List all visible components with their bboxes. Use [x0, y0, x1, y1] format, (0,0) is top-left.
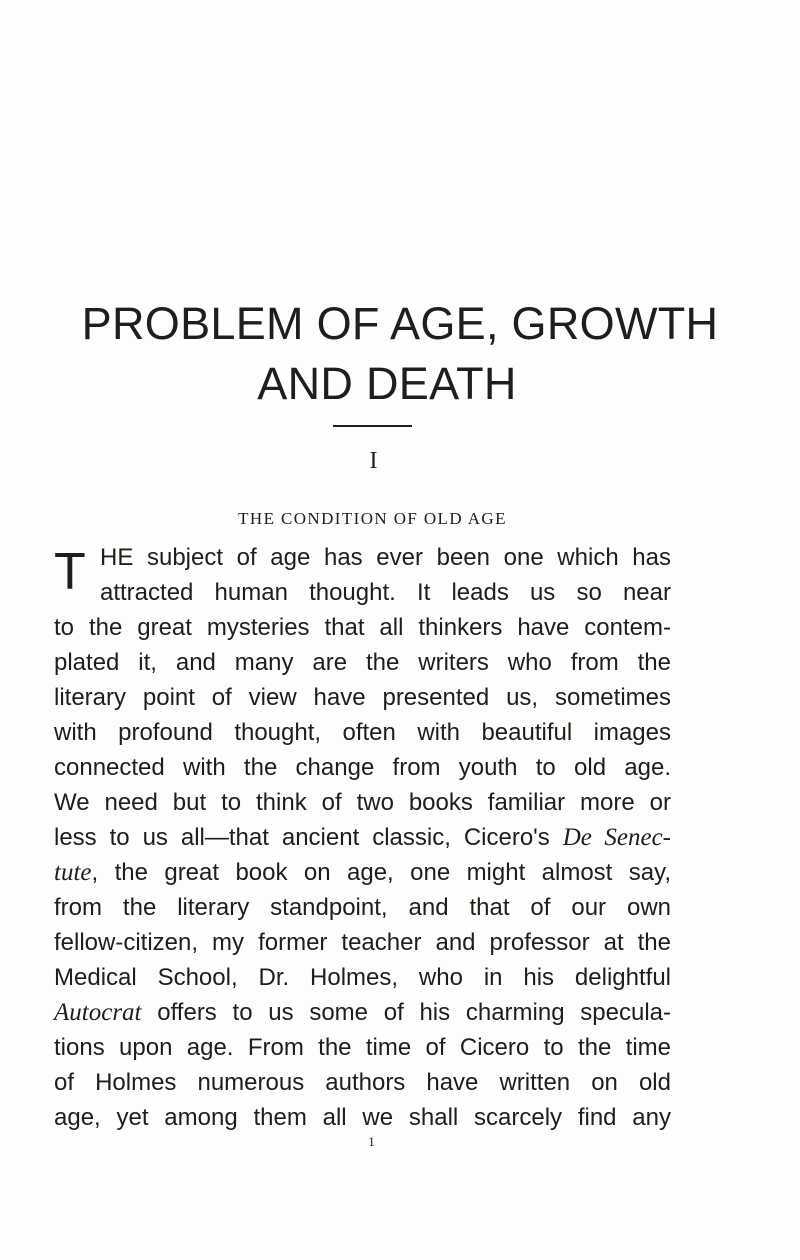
body-line: plated it, and many are the writers who from the: [54, 649, 671, 676]
body-line: age, yet among them all we shall scarcely find any: [54, 1104, 671, 1131]
book-title-de-senectute-cont: tute: [54, 859, 92, 886]
body-line: with profound thought, often with beautiful images: [54, 719, 671, 746]
section-title: THE CONDITION OF OLD AGE: [238, 509, 507, 528]
page-number: 1: [368, 1134, 375, 1149]
title-divider: [333, 425, 412, 427]
chapter-title-line-2: AND DEATH: [257, 358, 517, 409]
body-line: to the great mysteries that all thinkers have contem-: [54, 614, 671, 641]
drop-cap: T: [54, 543, 86, 601]
body-line: HE subject of age has ever been one which has: [100, 544, 671, 571]
book-title-autocrat: Autocrat: [54, 999, 142, 1026]
body-line: from the literary standpoint, and that of our own: [54, 894, 671, 921]
body-line: We need but to think of two books familiar more or: [54, 789, 671, 816]
body-line: [54, 996, 671, 1030]
body-line-text: , the great book on age, one might almost say,: [91, 859, 671, 886]
body-line: literary point of view have presented us, sometimes: [54, 684, 671, 711]
book-title-de-senectute: De Senec-: [562, 824, 671, 851]
body-line: of Holmes numerous authors have written on old: [54, 1069, 671, 1096]
body-line: fellow-citizen, my former teacher and professor at the: [54, 929, 671, 956]
chapter-title-line-1: PROBLEM OF AGE, GROWTH: [81, 298, 719, 349]
body-line: connected with the change from youth to old age.: [54, 754, 671, 781]
body-line: Medical School, Dr. Holmes, who in his delightful: [54, 964, 671, 991]
body-line: [54, 856, 671, 890]
section-number: I: [369, 448, 378, 474]
body-line: attracted human thought. It leads us so near: [100, 579, 671, 606]
body-line-text: offers to us some of his charming specula-: [141, 999, 671, 1026]
body-line: tions upon age. From the time of Cicero to the time: [54, 1034, 671, 1061]
body-line: [54, 821, 671, 855]
body-line-text: less to us all—that ancient classic, Cicero's: [54, 824, 550, 851]
